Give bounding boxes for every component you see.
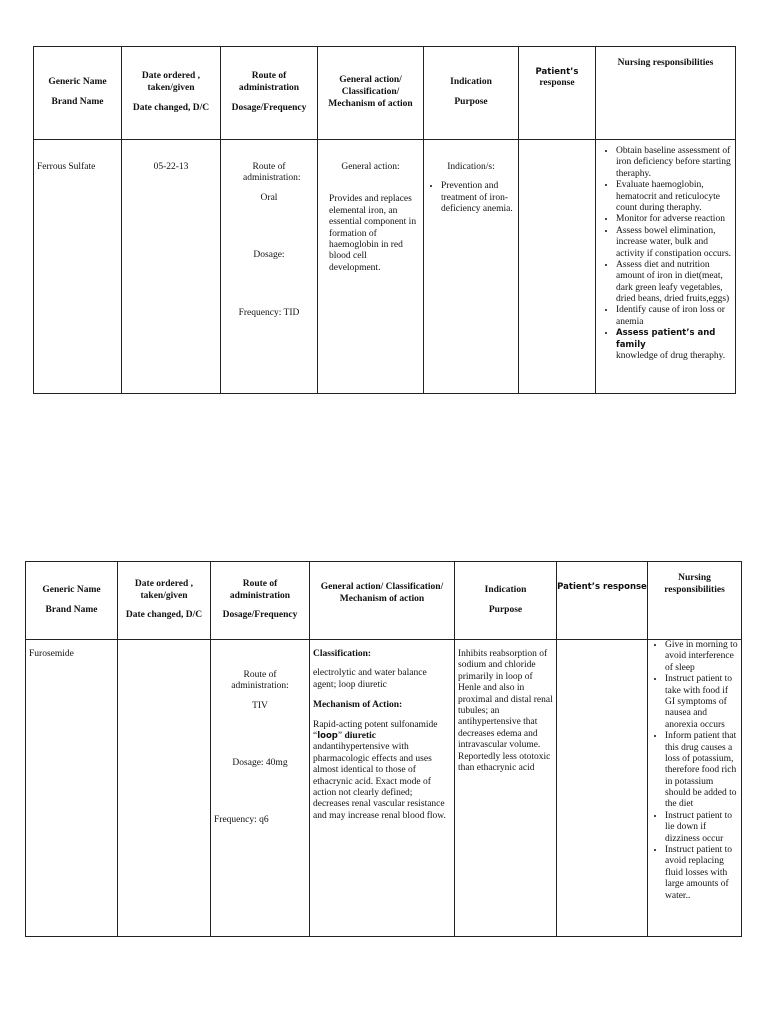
cell-general-action: Classification: electrolytic and water balance agent; loop diuretic Mechanism of Action: Rapid-acting potent sulfonamide “loop” diuretic andantihypertensive with pharmacologic effects and uses almost identical to those of ethacrynic acid. Exact mode of action not clearly defined; decreases renal vascular resistance and may increase renal blood flow. [310, 640, 455, 937]
cell-date-ordered: 05-22-13 [122, 140, 221, 394]
header-route: Route of administration Dosage/Frequency [221, 47, 318, 140]
header-date-ordered: Date ordered , taken/given Date changed, D/C [122, 47, 221, 140]
drug-card-table-1 [33, 46, 736, 394]
list-item: • Instruct patient to lie down if dizziness occur [665, 811, 739, 845]
header-generic-name: Generic Name Brand Name [34, 47, 122, 140]
list-item: • Monitor for adverse reaction [616, 214, 732, 225]
header-general-action: General action/ Classification/ Mechanism of action [310, 562, 455, 640]
list-item: • Assess bowel elimination, increase water, bulk and activity if constipation occurs. [616, 226, 732, 260]
cell-patient-response [557, 640, 648, 937]
list-item: • Instruct patient to take with food if GI symptoms of nausea and anorexia occurs [665, 674, 739, 731]
cell-date-ordered [118, 640, 211, 937]
cell-indication: Indication/s: • Prevention and treatment of iron-deficiency anemia. [424, 140, 519, 394]
cell-nursing-responsibilities [648, 640, 742, 937]
list-item: • Prevention and treatment of iron-deficiency anemia. [441, 181, 514, 215]
header-date-ordered: Date ordered , taken/given Date changed, D/C [118, 562, 211, 640]
cell-generic-name: Furosemide [26, 640, 118, 937]
cell-nursing-responsibilities [596, 140, 736, 394]
cell-indication: Inhibits reabsorption of sodium and chloride primarily in loop of Henle and also in proximal and distal renal tubules; an antihypertensive that decreases edema and intravascular volume. Reportedly less ototoxic than ethacrynic acid [455, 640, 557, 937]
nursing-list [648, 640, 741, 902]
header-nursing-responsibilities: Nursing responsibilities [648, 562, 742, 640]
list-item: • Assess patient’s and family knowledge of drug theraphy. [616, 328, 732, 362]
header-nursing-responsibilities: Nursing responsibilities [596, 47, 736, 140]
list-item: • Identify cause of iron loss or anemia [616, 305, 732, 328]
list-item: • Give in morning to avoid interference of sleep [665, 640, 739, 674]
header-patient-response: Patient’s response [519, 47, 596, 140]
header-indication: Indication Purpose [455, 562, 557, 640]
list-item: • Inform patient that this drug causes a loss of potassium, therefore food rich in potassium should be added to the diet [665, 731, 739, 811]
header-route: Route of administration Dosage/Frequency [211, 562, 310, 640]
cell-general-action: General action: Provides and replaces elemental iron, an essential component in formation of haemoglobin in red blood cell development. [318, 140, 424, 394]
header-indication: Indication Purpose [424, 47, 519, 140]
list-item: • Evaluate haemoglobin, hematocrit and reticulocyte count during theraphy. [616, 180, 732, 214]
header-generic-name: Generic Name Brand Name [26, 562, 118, 640]
cell-route: Route of administration: TIV Dosage: 40mg Frequency: q6 [211, 640, 310, 937]
header-general-action: General action/ Classification/ Mechanism of action [318, 47, 424, 140]
list-item: • Obtain baseline assessment of iron deficiency before starting theraphy. [616, 146, 732, 180]
cell-patient-response [519, 140, 596, 394]
nursing-list [596, 146, 735, 362]
header-patient-response: Patient’s response [557, 562, 648, 640]
cell-route: Route of administration: Oral Dosage: Frequency: TID [221, 140, 318, 394]
cell-generic-name: Ferrous Sulfate [34, 140, 122, 394]
list-item: • Assess diet and nutrition amount of iron in diet(meat, dark green leafy vegetables, dried beans, dried fruits,eggs) [616, 260, 732, 306]
indication-list [424, 181, 518, 215]
drug-card-table-2 [25, 561, 742, 937]
list-item: • Instruct patient to avoid replacing fluid losses with large amounts of water.. [665, 845, 739, 902]
